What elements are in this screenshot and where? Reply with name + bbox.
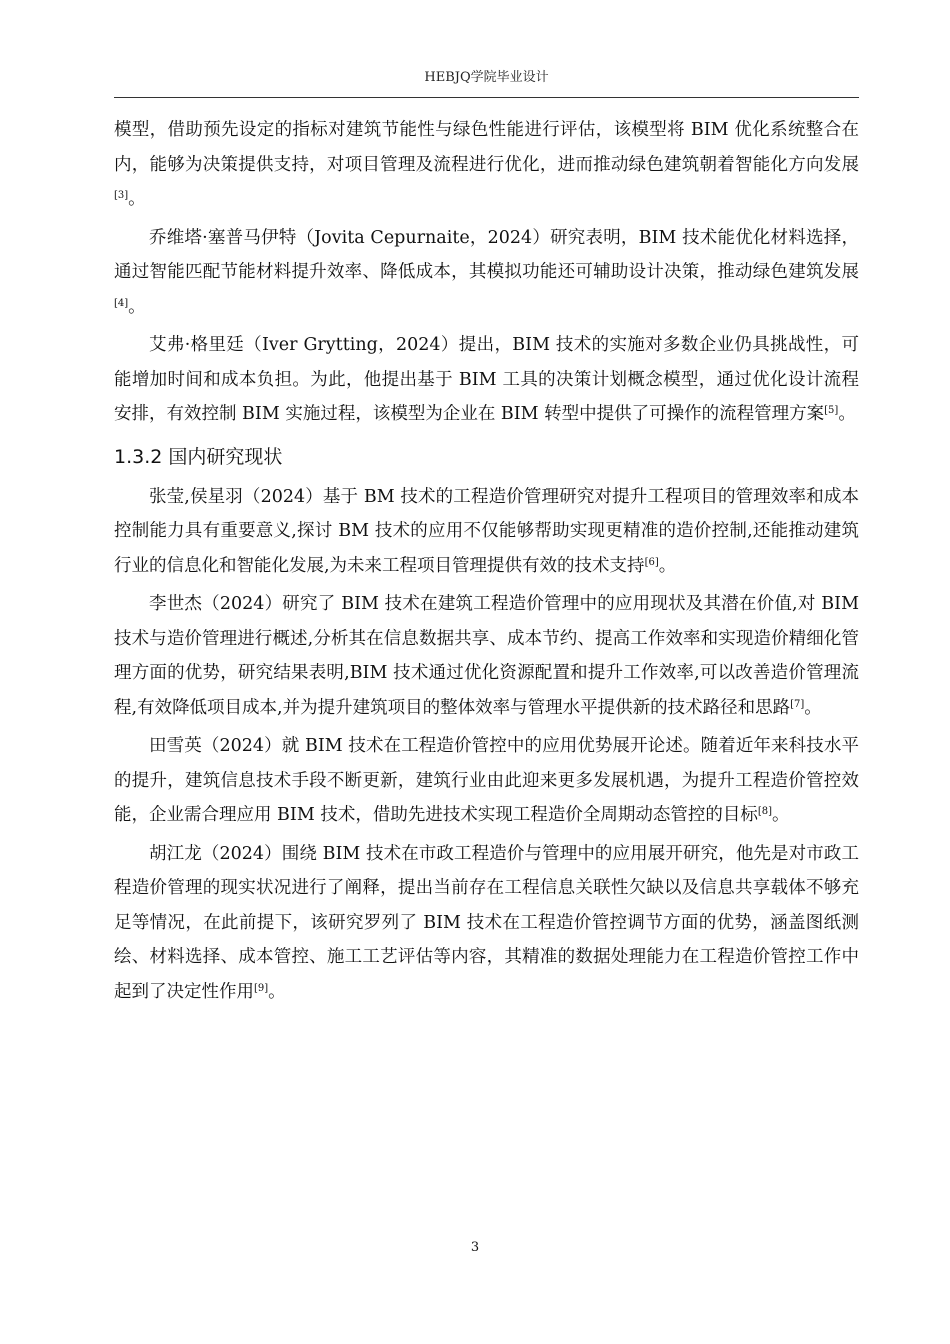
paragraph-end: 。	[268, 981, 286, 1002]
paragraph-end: 。	[128, 189, 146, 209]
citation-ref: [5]	[824, 405, 839, 416]
citation-ref: [6]	[644, 556, 659, 568]
paragraph-text: 李世杰（2024）研究了 BIM 技术在建筑工程造价管理中的应用现状及其潜在价值,对 BIM 技术与造价管理进行概述,分析其在信息数据共享、成本节约、提高工作效率和实现造价精细化管理方面的优势，研究结果表明,BIM 技术通过优化资源配置和提升工作效率,可以改善造价管理流程,有效降低项目成本,并为提升建筑项目的整体效率与管理水平提供新的技术路径和思路	[114, 594, 859, 718]
citation-ref: [8]	[757, 806, 772, 817]
paragraph-end: 。	[128, 296, 146, 317]
paragraph-end: 。	[658, 555, 677, 576]
paragraph-3	[114, 328, 859, 432]
paragraph-6	[114, 729, 859, 833]
paragraph-end: 。	[804, 697, 822, 718]
header-divider	[114, 97, 859, 98]
paragraph-text: 乔维塔·塞普马伊特（Jovita Cepurnaite，2024）研究表明，BIM 技术能优化材料选择，通过智能匹配节能材料提升效率、降低成本，其模拟功能还可辅助设计决策，推动绿色建筑发展	[114, 227, 859, 282]
paragraph-5	[114, 587, 859, 725]
paragraph-text: 田雪英（2024）就 BIM 技术在工程造价管控中的应用优势展开论述。随着近年来科技水平的提升，建筑信息技术手段不断更新，建筑行业由此迎来更多发展机遇，为提升工程造价管控效能，企业需合理应用 BIM 技术，借助先进技术实现工程造价全周期动态管控的目标	[114, 736, 859, 825]
page-header: HEBJQ学院毕业设计	[424, 70, 549, 85]
section-heading: 1.3.2 国内研究现状	[114, 445, 283, 468]
paragraph-text: 艾弗·格里廷（Iver Grytting，2024）提出，BIM 技术的实施对多数企业仍具挑战性，可能增加时间和成本负担。为此，他提出基于 BIM 工具的决策计划概念模型，通过优化设计流程安排，有效控制 BIM 实施过程，该模型为企业在 BIM 转型中提供了可操作的流程管理方案	[114, 335, 859, 424]
citation-ref: [7]	[790, 698, 805, 710]
paragraph-1	[114, 113, 859, 217]
paragraph-text: 张莹,侯星羽（2024）基于 BM 技术的工程造价管理研究对提升工程项目的管理效率和成本控制能力具有重要意义,探讨 BM 技术的应用不仅能够帮助实现更精准的造价控制,还能推动建筑行业的信息化和智能化发展,为未来工程项目管理提供有效的技术支持	[114, 486, 859, 576]
page-body	[114, 113, 859, 1009]
paragraph-text: 模型，借助预先设定的指标对建筑节能性与绿色性能进行评估，该模型将 BIM 优化系统整合在内，能够为决策提供支持，对项目管理及流程进行优化，进而推动绿色建筑朝着智能化方向发展	[114, 120, 859, 175]
citation-ref: [9]	[254, 982, 269, 994]
citation-ref: [3]	[114, 190, 129, 201]
paragraph-4	[114, 480, 859, 584]
paragraph-7	[114, 837, 859, 1010]
paragraph-2	[114, 221, 859, 325]
paragraph-text: 胡江龙（2024）围绕 BIM 技术在市政工程造价与管理中的应用展开研究，他先是对市政工程造价管理的现实状况进行了阐释，提出当前存在工程信息关联性欠缺以及信息共享载体不够充足等情况，在此前提下，该研究罗列了 BIM 技术在工程造价管控调节方面的优势，涵盖图纸测绘、材料选择、成本管控、施工工艺评估等内容，其精准的数据处理能力在工程造价管控工作中起到了决定性作用	[114, 843, 859, 1002]
paragraph-end: 。	[838, 404, 856, 424]
paragraph-end: 。	[772, 805, 790, 825]
citation-ref: [4]	[114, 297, 129, 309]
page-number: 3	[470, 1240, 480, 1255]
